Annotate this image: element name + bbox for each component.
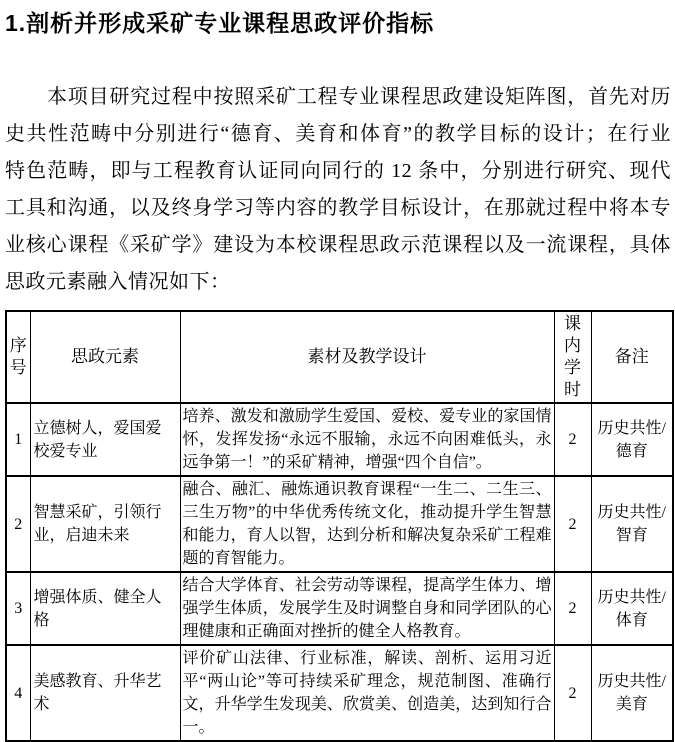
cell-material: 融合、融汇、融炼通识教育课程“一生二、二生三、三生万物”的中华优秀传统文化，推动提升学生智慧和能力，育人以智，达到分析和解决复杂采矿工程难题的育智能力。 — [180, 476, 554, 572]
table-row — [6, 572, 673, 645]
table-header-row — [6, 311, 673, 403]
cell-no: 1 — [6, 403, 30, 476]
table-row — [6, 403, 673, 476]
cell-hours: 2 — [554, 645, 591, 741]
header-cell-element: 思政元素 — [30, 311, 180, 403]
paragraph-line: 特色范畴，即与工程教育认证同向同行的 12 条中，分别进行研究、现代 — [5, 160, 671, 182]
table-row — [6, 645, 673, 741]
ideology-elements-table — [5, 310, 674, 742]
cell-remark: 历史共性/美育 — [591, 645, 673, 741]
cell-material: 评价矿山法律、行业标准，解读、剖析、运用习近平“两山论”等可持续采矿理念，规范制图、准确行文，升华学生发现美、欣赏美、创造美，达到知行合一。 — [180, 645, 554, 741]
cell-no: 2 — [6, 476, 30, 572]
cell-no: 3 — [6, 572, 30, 645]
intro-paragraph — [5, 79, 671, 301]
cell-hours: 2 — [554, 572, 591, 645]
cell-hours: 2 — [554, 403, 591, 476]
cell-element: 增强体质、健全人格 — [30, 572, 180, 645]
cell-no: 4 — [6, 645, 30, 741]
paragraph-line: 思政元素融入情况如下： — [5, 271, 231, 293]
cell-element: 立德树人，爱国爱校爱专业 — [30, 403, 180, 476]
paragraph-line: 本项目研究过程中按照采矿工程专业课程思政建设矩阵图，首先对历 — [47, 86, 671, 108]
header-cell-hours: 课内学时 — [554, 311, 591, 403]
table-row — [6, 476, 673, 572]
header-cell-remark: 备注 — [591, 311, 673, 403]
cell-remark: 历史共性/智育 — [591, 476, 673, 572]
cell-material: 结合大学体育、社会劳动等课程，提高学生体力、增强学生体质，发展学生及时调整自身和同学团队的心理健康和正确面对挫折的健全人格教育。 — [180, 572, 554, 645]
cell-remark: 历史共性/德育 — [591, 403, 673, 476]
cell-remark: 历史共性/体育 — [591, 572, 673, 645]
paragraph-line: 史共性范畴中分别进行“德育、美育和体育”的教学目标的设计；在行业 — [5, 123, 671, 145]
page-title: 1.剖析并形成采矿专业课程思政评价指标 — [5, 10, 435, 36]
cell-hours: 2 — [554, 476, 591, 572]
paragraph-line: 业核心课程《采矿学》建设为本校课程思政示范课程以及一流课程，具体 — [5, 234, 671, 256]
cell-element: 智慧采矿，引领行业，启迪未来 — [30, 476, 180, 572]
header-cell-material: 素材及教学设计 — [180, 311, 554, 403]
header-cell-no: 序号 — [6, 311, 30, 403]
cell-material: 培养、激发和激励学生爱国、爱校、爱专业的家国情怀，发挥发扬“永远不服输，永远不向困难低头，永远争第一！”的采矿精神，增强“四个自信”。 — [180, 403, 554, 476]
paragraph-line: 工具和沟通，以及终身学习等内容的教学目标设计，在那就过程中将本专 — [5, 197, 671, 219]
cell-element: 美感教育、升华艺术 — [30, 645, 180, 741]
